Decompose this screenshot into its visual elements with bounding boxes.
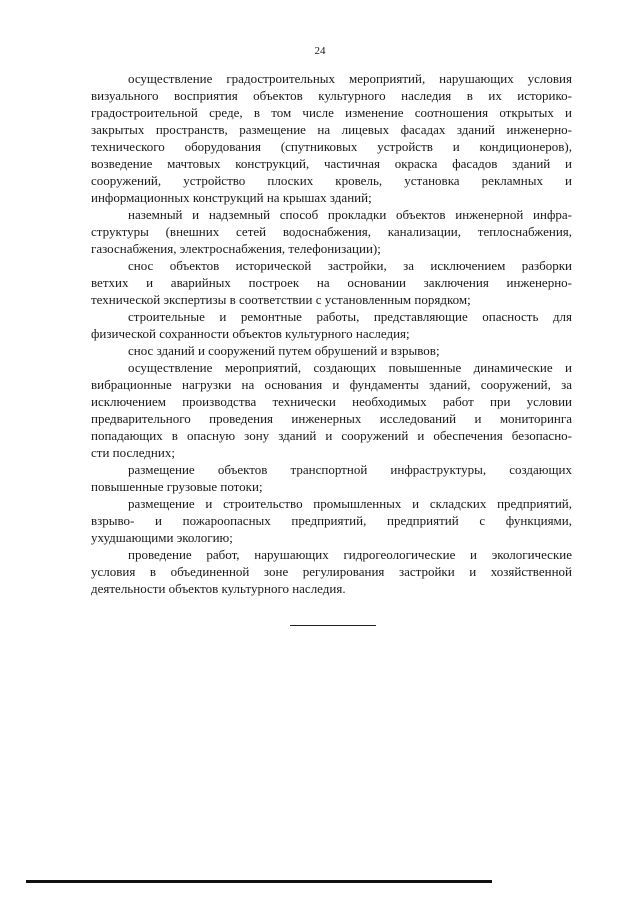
text-line: условия в объединенной зоне регулирования застройки и хозяйственной — [91, 564, 572, 579]
document-body — [91, 70, 572, 597]
text-line: визуального восприятия объектов культурного наследия в их историко- — [91, 88, 572, 103]
text-line: предварительного проведения инженерных исследований и мониторинга — [91, 411, 572, 426]
text-line: попадающих в опасную зону зданий и сооружений и обеспечения безопасно- — [91, 428, 572, 443]
text-line: градостроительной среде, в том числе изменение соотношения открытых и — [91, 105, 572, 120]
text-line: технической экспертизы в соответствии с установленным порядком; — [91, 292, 471, 307]
scan-edge-bar — [26, 880, 492, 883]
text-line: размещение объектов транспортной инфраструктуры, создающих — [128, 462, 572, 477]
text-line: строительные и ремонтные работы, представляющие опасность для — [128, 309, 572, 324]
text-line: закрытых пространств, размещение на лицевых фасадах зданий инженерно- — [91, 122, 572, 137]
text-line: сооружений, устройство плоских кровель, установка рекламных и — [91, 173, 572, 188]
text-line: исключением производства технически необходимых работ при условии — [91, 394, 572, 409]
text-line: деятельности объектов культурного наследия. — [91, 581, 346, 596]
text-line: ветхих и аварийных построек на основании заключения инженерно- — [91, 275, 572, 290]
text-line: структуры (внешних сетей водоснабжения, канализации, теплоснабжения, — [91, 224, 572, 239]
text-line: сти последних; — [91, 445, 175, 460]
text-line: физической сохранности объектов культурного наследия; — [91, 326, 410, 341]
text-line: осуществление мероприятий, создающих повышенные динамические и — [128, 360, 572, 375]
text-line: повышенные грузовые потоки; — [91, 479, 263, 494]
text-line: размещение и строительство промышленных и складских предприятий, — [128, 496, 572, 511]
text-line: ухудшающими экологию; — [91, 530, 233, 545]
text-line: снос объектов исторической застройки, за исключением разборки — [128, 258, 572, 273]
page-number: 24 — [314, 45, 326, 57]
section-end-divider — [290, 625, 376, 626]
text-line: информационных конструкций на крышах зданий; — [91, 190, 372, 205]
text-line: взрыво- и пожароопасных предприятий, предприятий с функциями, — [91, 513, 572, 528]
text-line: газоснабжения, электроснабжения, телефонизации); — [91, 241, 381, 256]
text-line: наземный и надземный способ прокладки объектов инженерной инфра- — [128, 207, 572, 222]
text-line: вибрационные нагрузки на основания и фундаменты зданий, сооружений, за — [91, 377, 572, 392]
text-line: проведение работ, нарушающих гидрогеологические и экологические — [128, 547, 572, 562]
text-line: снос зданий и сооружений путем обрушений и взрывов; — [128, 343, 440, 358]
text-line: технического оборудования (спутниковых устройств и кондиционеров), — [91, 139, 572, 154]
text-line: возведение мачтовых конструкций, частичная окраска фасадов зданий и — [91, 156, 572, 171]
text-line: осуществление градостроительных мероприятий, нарушающих условия — [128, 71, 572, 86]
